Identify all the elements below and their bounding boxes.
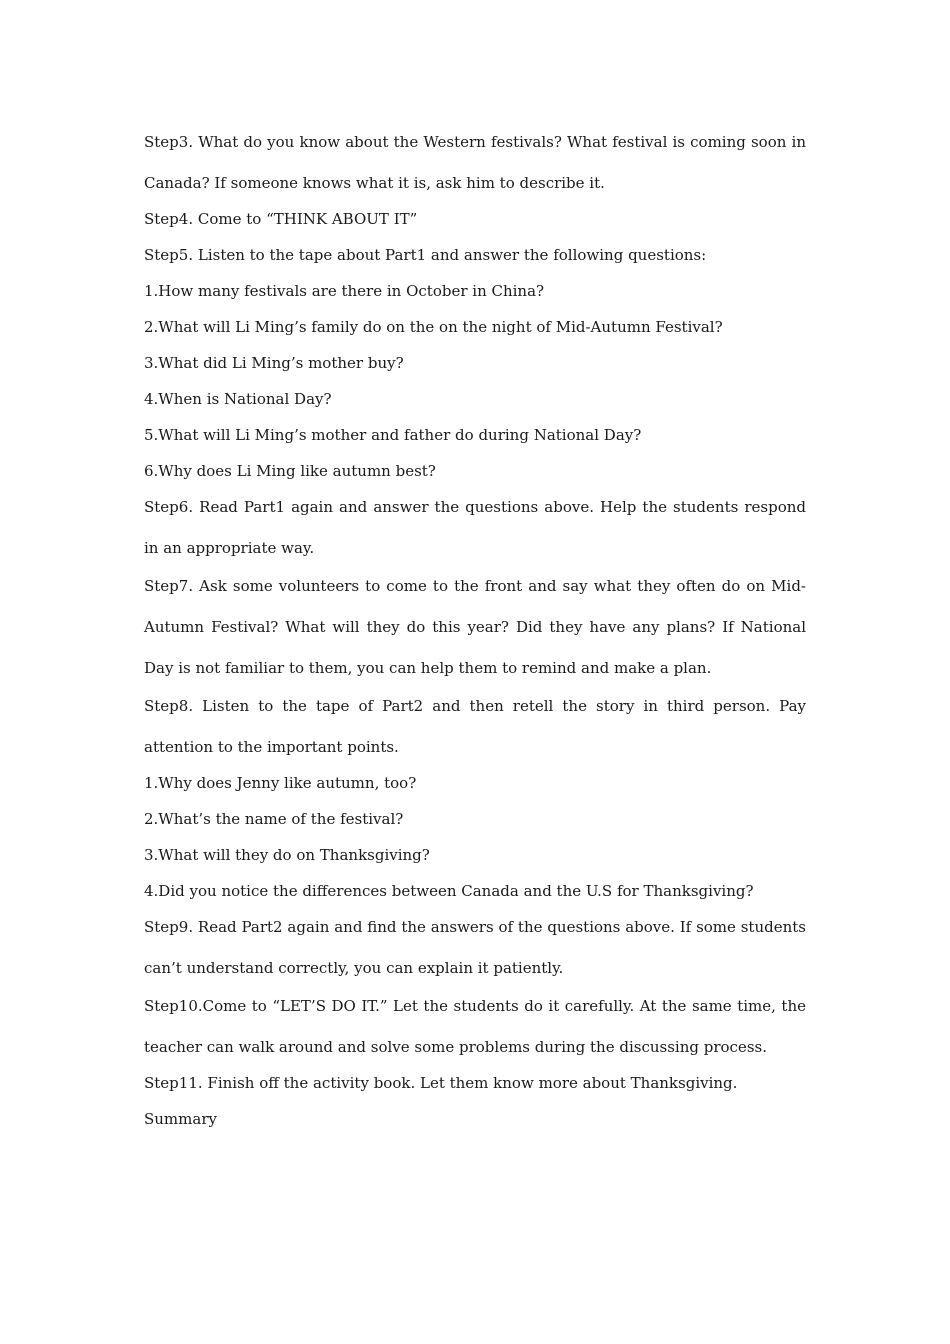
part2-question-2: 2.What’s the name of the festival? — [144, 810, 404, 828]
question-5: 5.What will Li Ming’s mother and father do during National Day? — [144, 426, 642, 444]
part2-question-1: 1.Why does Jenny like autumn, too? — [144, 774, 417, 792]
step3-paragraph: Step3. What do you know about the Western festivals? What festival is coming soon in Canada? If someone knows what it is, ask him to describe it. — [144, 133, 806, 192]
part2-question-3: 3.What will they do on Thanksgiving? — [144, 846, 430, 864]
step9-paragraph: Step9. Read Part2 again and find the answers of the questions above. If some students can’t understand correctly, you can explain it patiently. — [144, 918, 806, 977]
question-2: 2.What will Li Ming’s family do on the on the night of Mid-Autumn Festival? — [144, 318, 723, 336]
question-4: 4.When is National Day? — [144, 390, 332, 408]
step4-line: Step4. Come to “THINK ABOUT IT” — [144, 210, 418, 228]
document-body — [144, 124, 806, 1137]
question-6: 6.Why does Li Ming like autumn best? — [144, 462, 436, 480]
question-3: 3.What did Li Ming’s mother buy? — [144, 354, 404, 372]
step5-line: Step5. Listen to the tape about Part1 and answer the following questions: — [144, 246, 707, 264]
summary-heading: Summary — [144, 1110, 217, 1128]
step8-paragraph: Step8. Listen to the tape of Part2 and then retell the story in third person. Pay attention to the important points. — [144, 697, 806, 756]
part2-question-4: 4.Did you notice the differences between Canada and the U.S for Thanksgiving? — [144, 882, 754, 900]
question-1: 1.How many festivals are there in October in China? — [144, 282, 545, 300]
step7-paragraph: Step7. Ask some volunteers to come to the front and say what they often do on Mid-Autumn Festival? What will they do this year? Did they have any plans? If National Day is not familiar to them, you can help them to remind and make a plan. — [144, 577, 806, 677]
step10-paragraph: Step10.Come to “LET’S DO IT.” Let the students do it carefully. At the same time, the teacher can walk around and solve some problems during the discussing process. — [144, 997, 806, 1056]
step6-paragraph: Step6. Read Part1 again and answer the questions above. Help the students respond in an appropriate way. — [144, 498, 806, 557]
step11-line: Step11. Finish off the activity book. Let them know more about Thanksgiving. — [144, 1074, 738, 1092]
